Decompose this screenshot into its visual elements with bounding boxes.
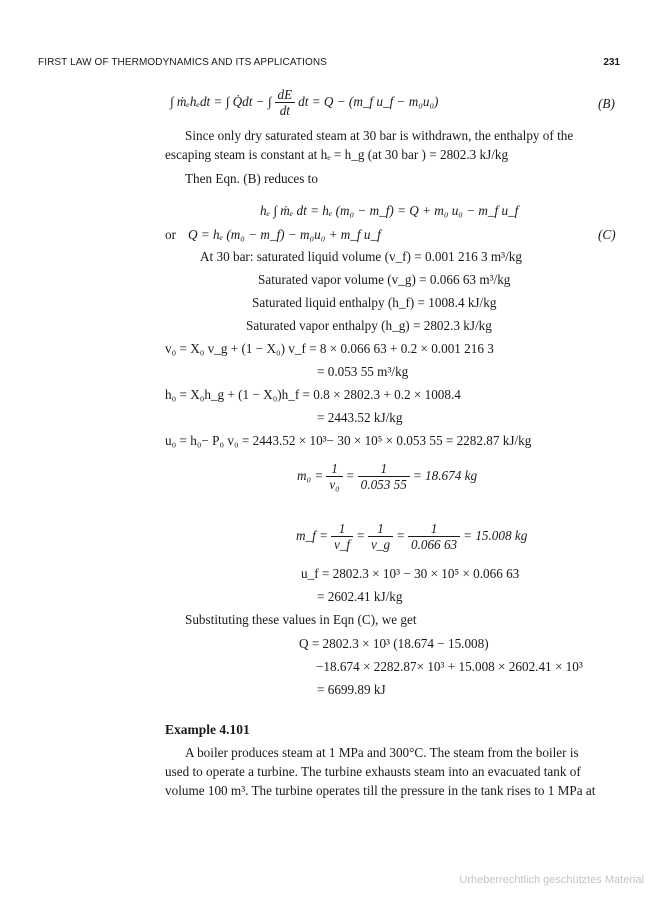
energy-balance-left: ∫ ṁₑhₑdt = ∫ Q̇dt − ∫ — [170, 94, 272, 110]
example-line1: A boiler produces steam at 1 MPa and 300°C. The steam from the boiler is — [185, 745, 579, 760]
uf-equation: u_f = 2802.3 × 10³ − 30 × 10⁵ × 0.066 63 — [301, 566, 520, 581]
Q-result: = 6699.89 kJ — [317, 682, 386, 697]
mf-fraction-2: $\frac{1}{v\_g}$ — [368, 522, 393, 552]
watermark: Urheberrechtlich geschütztes Material — [459, 874, 644, 886]
mf-fraction-3: $\frac{1}{0.066 63}$ — [408, 522, 460, 552]
page-number: 231 — [603, 57, 620, 68]
u0-equation: u₀ = h₀− P₀ v₀ = 2443.52 × 10³− 30 × 10⁵ × 0.053 55 = 2282.87 kJ/kg — [165, 433, 532, 448]
example-paragraph — [165, 743, 623, 800]
example-line2: used to operate a turbine. The turbine exhausts steam into an evacuated tank of — [165, 764, 581, 779]
example-line3: volume 100 m³. The turbine operates till the pressure in the tank rises to 1 MPa at — [165, 783, 596, 798]
Q-line1: Q = 2802.3 × 10³ (18.674 − 15.008) — [299, 636, 489, 651]
equation-label-B: (B) — [598, 96, 615, 111]
chapter-title: FIRST LAW OF THERMODYNAMICS AND ITS APPLICATIONS — [38, 57, 327, 68]
h0-equation: h₀ = X₀h_g + (1 − X₀)h_f = 0.8 × 2802.3 + 0.2 × 1008.4 — [165, 387, 461, 402]
energy-balance-right: dt = Q − (m_f u_f − m₀u₀) — [298, 94, 439, 110]
m0-equation: m₀ = $\frac{1}{\text{v₀}}$ = $\frac{1}{0.053 55}$ = 18.674 kg — [297, 461, 478, 492]
then-reduces-text: Then Eqn. (B) reduces to — [185, 171, 318, 186]
h0-result: = 2443.52 kJ/kg — [317, 410, 403, 425]
v0-equation: v₀ = X₀ v_g + (1 − X₀) v_f = 8 × 0.066 63 + 0.2 × 0.001 216 3 — [165, 341, 494, 356]
sat-liquid-enthalpy: Saturated liquid enthalpy (h_f) = 1008.4 kJ/kg — [252, 295, 497, 310]
dE-dt-fraction: $\frac{dE}{dt}$ — [275, 88, 296, 118]
reduced-equation: hₑ ∫ ṁₑ dt = hₑ (m₀ − m_f) = Q + m₀ u₀ − m_f u_f — [260, 203, 519, 218]
example-heading: Example 4.101 — [165, 722, 250, 737]
sat-vapor-enthalpy: Saturated vapor enthalpy (h_g) = 2802.3 kJ/kg — [246, 318, 492, 333]
equation-C: Q = hₑ (m₀ − m_f) − m₀u₀ + m_f u_f — [188, 227, 381, 242]
running-header — [38, 57, 620, 71]
sat-liquid-volume: At 30 bar: saturated liquid volume (v_f) = 0.001 216 3 m³/kg — [200, 249, 522, 264]
or-word: or — [165, 227, 176, 242]
Q-line2: −18.674 × 2282.87× 10³ + 15.008 × 2602.41 × 10³ — [316, 659, 583, 674]
m0-fraction-2: $\frac{1}{0.053 55}$ — [358, 462, 410, 492]
energy-balance-equation — [170, 88, 438, 118]
mf-fraction-1: $\frac{1}{v\_f}$ — [331, 522, 353, 552]
uf-result: = 2602.41 kJ/kg — [317, 589, 403, 604]
para1-line1: Since only dry saturated steam at 30 bar is withdrawn, the enthalpy of the — [185, 128, 574, 143]
para1-line2: escaping steam is constant at hₑ = h_g (at 30 bar ) = 2802.3 kJ/kg — [165, 147, 509, 162]
substituting-text: Substituting these values in Eqn (C), we get — [185, 612, 417, 627]
sat-vapor-volume: Saturated vapor volume (v_g) = 0.066 63 m³/kg — [258, 272, 511, 287]
equation-label-C: (C) — [598, 227, 616, 242]
m0-fraction-1: $\frac{1}{\text{v₀}}$ — [326, 462, 342, 492]
v0-result: = 0.053 55 m³/kg — [317, 364, 409, 379]
mf-equation: m_f = $\frac{1}{v\_f}$ = $\frac{1}{v\_g}$ = $\frac{1}{0.066 63}$ = 15.008 kg — [296, 521, 528, 552]
